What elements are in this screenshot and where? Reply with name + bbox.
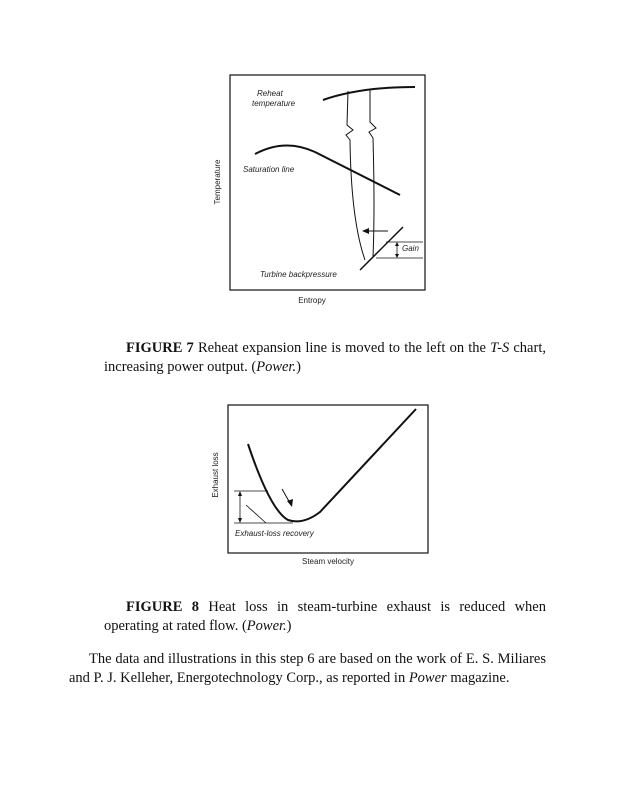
figure-8-caption-label: FIGURE 8 <box>126 599 199 615</box>
axis-label-entropy: Entropy <box>298 296 326 305</box>
label-exhaust-loss-recovery: Exhaust-loss recovery <box>235 529 314 538</box>
recovery-arrow-up <box>238 491 242 496</box>
axis-label-temperature: Temperature <box>213 159 222 205</box>
shift-arrow-head <box>362 228 369 234</box>
label-turbine-backpressure: Turbine backpressure <box>260 270 337 279</box>
exhaust-loss-curve <box>248 409 416 521</box>
figure-7-caption-source: Power. <box>256 359 297 375</box>
axis-label-exhaust-loss: Exhaust loss <box>211 452 220 498</box>
label-saturation-line: Saturation line <box>243 165 295 174</box>
figure-7-caption <box>104 339 546 377</box>
axis-label-steam-velocity: Steam velocity <box>301 557 355 566</box>
body-text-1: The data and illustrations in this step 6 are based on the work of E. S. Miliares and P. J. Kelleher, Energotechnology Corp., as reported in <box>69 651 546 686</box>
gain-arrow-down <box>395 254 399 258</box>
body-text-2: magazine. <box>446 670 510 686</box>
gain-arrow-up <box>395 242 399 246</box>
figure-8-caption-source: Power. <box>246 618 287 634</box>
recovery-arrow-down <box>238 518 242 523</box>
figure-7-caption-text-2: chart, increasing power output. ( <box>104 340 546 375</box>
reheat-expansion-line <box>369 89 376 257</box>
figure-8-diagram <box>208 400 438 575</box>
figure-7-caption-end: ) <box>296 359 301 375</box>
reheat-curve <box>323 87 415 100</box>
body-text-source: Power <box>408 670 447 686</box>
figure-7-caption-text-1: Reheat expansion line is moved to the left on the <box>193 340 491 356</box>
label-gain: Gain <box>402 244 419 253</box>
figure-8-caption-text: Heat loss in steam-turbine exhaust is reduced when operating at rated flow. ( <box>104 599 546 634</box>
figure-8 <box>208 400 438 575</box>
figure-8-caption-end: ) <box>286 618 292 634</box>
figure-7-caption-label: FIGURE 7 <box>126 340 194 356</box>
figure-7-diagram <box>210 70 430 310</box>
figure-7 <box>210 70 430 310</box>
label-reheat: Reheat <box>257 89 283 98</box>
figure-8-caption <box>104 598 546 636</box>
backpressure-line <box>360 227 403 270</box>
recovery-leader <box>246 505 266 523</box>
label-temperature: temperature <box>252 99 296 108</box>
figure-7-caption-ts: T-S <box>490 340 510 356</box>
body-paragraph <box>69 650 546 688</box>
